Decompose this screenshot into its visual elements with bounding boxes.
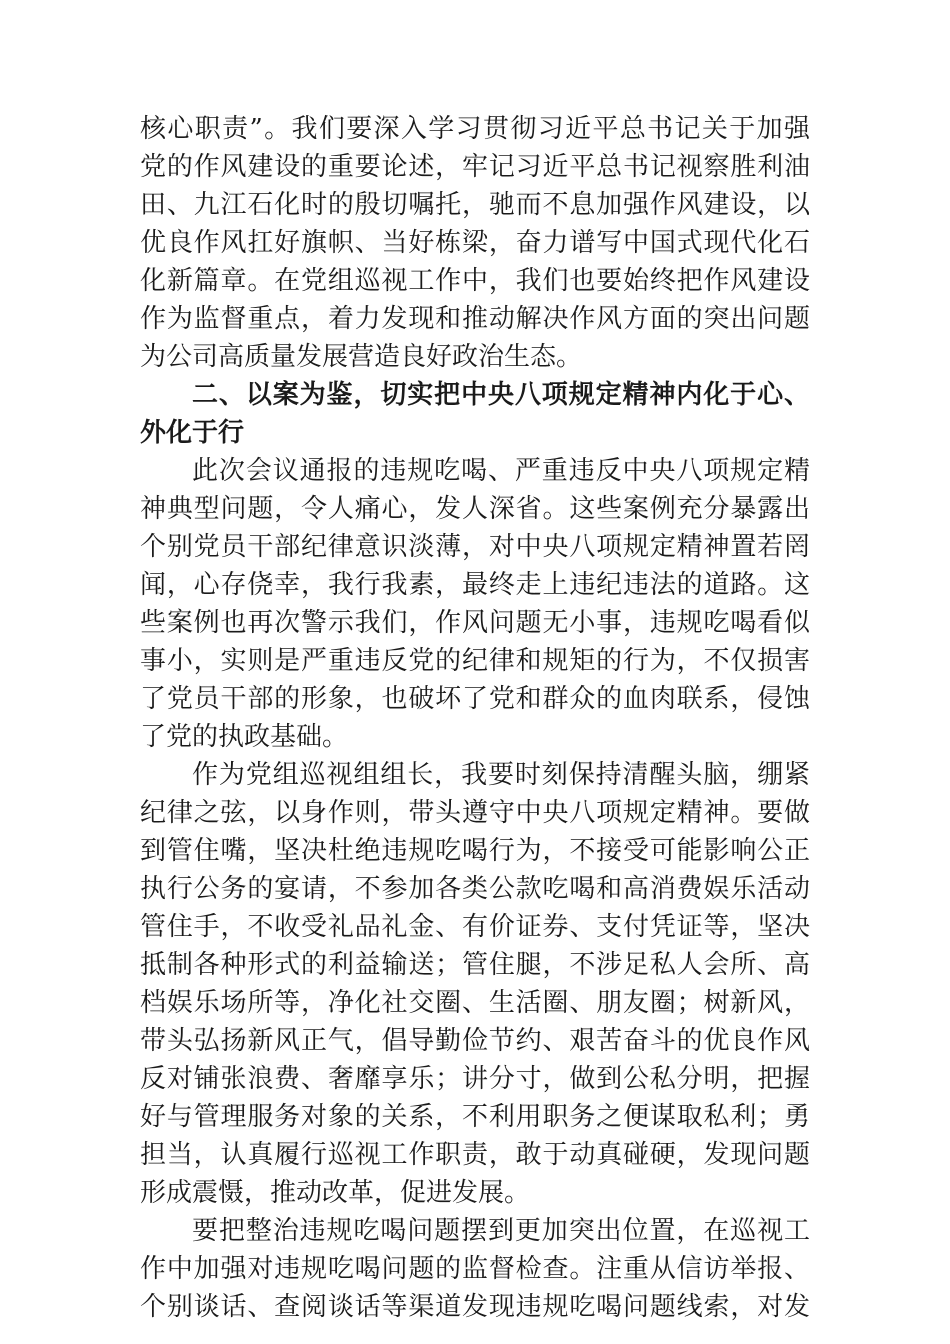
text-line: 个别党员干部纪律意识淡薄，对中央八项规定精神置若罔 bbox=[140, 532, 810, 562]
text-line: 田、九江石化时的殷切嘱托，驰而不息加强作风建设，以 bbox=[140, 190, 810, 220]
paragraph-4 bbox=[140, 1212, 810, 1326]
text-line: 了党的执政基础。 bbox=[140, 722, 349, 752]
text-line: 纪律之弦，以身作则，带头遵守中央八项规定精神。要做 bbox=[140, 798, 810, 828]
text-line: 执行公务的宴请，不参加各类公款吃喝和高消费娱乐活动 bbox=[140, 874, 810, 904]
paragraph-2 bbox=[140, 452, 810, 756]
text-line: 闻，心存侥幸，我行我素，最终走上违纪违法的道路。这 bbox=[140, 570, 810, 600]
text-line: 优良作风扛好旗帜、当好栋梁，奋力谱写中国式现代化石 bbox=[140, 228, 810, 258]
text-line: 核心职责”。我们要深入学习贯彻习近平总书记关于加强 bbox=[140, 114, 810, 144]
text-line: 作为党组巡视组组长，我要时刻保持清醒头脑，绷紧 bbox=[192, 760, 810, 790]
text-line: 带头弘扬新风正气，倡导勤俭节约、艰苦奋斗的优良作风 bbox=[140, 1026, 810, 1056]
text-line: 此次会议通报的违规吃喝、严重违反中央八项规定精 bbox=[192, 456, 810, 486]
text-line: 管住手，不收受礼品礼金、有价证券、支付凭证等，坚决 bbox=[140, 912, 810, 942]
text-line: 个别谈话、查阅谈话等渠道发现违规吃喝问题线索，对发 bbox=[140, 1292, 810, 1322]
text-line: 些案例也再次警示我们，作风问题无小事，违规吃喝看似 bbox=[140, 608, 810, 638]
text-line: 好与管理服务对象的关系，不利用职务之便谋取私利；勇 bbox=[140, 1102, 810, 1132]
text-line: 形成震慑，推动改革，促进发展。 bbox=[140, 1178, 531, 1208]
text-line: 档娱乐场所等，净化社交圈、生活圈、朋友圈；树新风， bbox=[140, 988, 810, 1018]
text-line: 作中加强对违规吃喝问题的监督检查。注重从信访举报、 bbox=[140, 1254, 810, 1284]
text-line: 为公司高质量发展营造良好政治生态。 bbox=[140, 342, 583, 372]
text-line: 神典型问题，令人痛心，发人深省。这些案例充分暴露出 bbox=[140, 494, 810, 524]
document-body bbox=[140, 110, 810, 1326]
text-line: 作为监督重点，着力发现和推动解决作风方面的突出问题 bbox=[140, 304, 810, 334]
paragraph-3 bbox=[140, 756, 810, 1212]
text-line: 化新篇章。在党组巡视工作中，我们也要始终把作风建设 bbox=[140, 266, 810, 296]
text-line: 抵制各种形式的利益输送；管住腿，不涉足私人会所、高 bbox=[140, 950, 810, 980]
heading-line: 外化于行 bbox=[140, 418, 245, 448]
text-line: 到管住嘴，坚决杜绝违规吃喝行为，不接受可能影响公正 bbox=[140, 836, 810, 866]
paragraph-1 bbox=[140, 110, 810, 376]
text-line: 反对铺张浪费、奢靡享乐；讲分寸，做到公私分明，把握 bbox=[140, 1064, 810, 1094]
text-line: 了党员干部的形象，也破坏了党和群众的血肉联系，侵蚀 bbox=[140, 684, 810, 714]
text-line: 担当，认真履行巡视工作职责，敢于动真碰硬，发现问题 bbox=[140, 1140, 810, 1170]
heading-line: 二、以案为鉴，切实把中央八项规定精神内化于心、 bbox=[192, 380, 810, 410]
text-line: 党的作风建设的重要论述，牢记习近平总书记视察胜利油 bbox=[140, 152, 810, 182]
text-line: 要把整治违规吃喝问题摆到更加突出位置，在巡视工 bbox=[192, 1216, 810, 1246]
section-heading-2 bbox=[140, 376, 810, 452]
text-line: 事小，实则是严重违反党的纪律和规矩的行为，不仅损害 bbox=[140, 646, 810, 676]
